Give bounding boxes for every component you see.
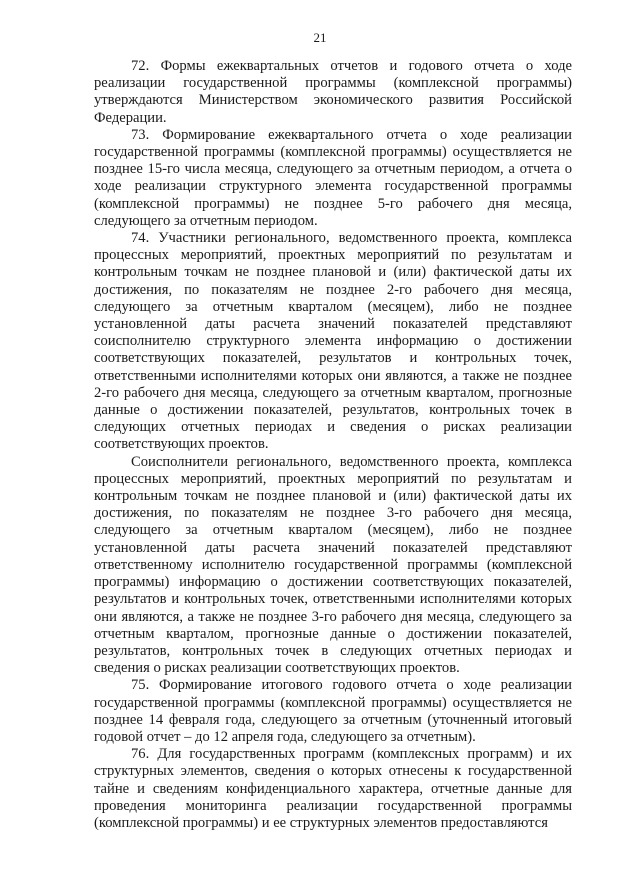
paragraph-74-continued: Соисполнители регионального, ведомственного проекта, комплекса процессных мероприятий, проектных мероприятий по результатам и контрольным точкам не позднее плановой и (или) фактической даты их достижения, по показателям не позднее 3-го рабочего дня месяца, следующего за отчетным кварталом (месяцем), либо не позднее установленной даты расчета значений показателей представляют ответственному исполнителю государственной программы (комплексной программы) информацию о достижении соответствующих показателей, результатов и контрольных точек, ответственными исполнителями которых они являются, а также не позднее 3-го рабочего дня месяца, следующего за отчетным кварталом, прогнозные данные о достижении показателей, результатов, контрольных точек в следующих отчетных периодах и сведения о рисках реализации соответствующих проектов.	[94, 453, 572, 677]
paragraph-74: 74. Участники регионального, ведомственного проекта, комплекса процессных мероприятий, проектных мероприятий по результатам и контрольным точкам не позднее плановой и (или) фактической даты их достижения, по показателям не позднее 2-го рабочего дня месяца, следующего за отчетным кварталом (месяцем), либо не позднее установленной даты расчета значений показателей представляют соисполнителю структурного элемента информацию о достижении соответствующих показателей, результатов и контрольных точек, ответственными исполнителями которых они являются, а также не позднее 2-го рабочего дня месяца, следующего за отчетным кварталом, прогнозные данные о достижении показателей, результатов, контрольных точек в следующих отчетных периодах и сведения о рисках реализации соответствующих проектов.	[94, 230, 572, 453]
paragraph-75: 75. Формирование итогового годового отчета о ходе реализации государственной программы (комплексной программы) осуществляется не позднее 14 февраля года, следующего за отчетным (уточненный итоговый годовой отчет – до 12 апреля года, следующего за отчетным).	[94, 677, 572, 745]
paragraph-76: 76. Для государственных программ (комплексных программ) и их структурных элементов, сведения о которых отнесены к государственной тайне и сведениям конфиденциального характера, отчетные данные для проведения мониторинга реализации государственной программы (комплексной программы) и ее структурных элементов предоставляются	[94, 746, 572, 831]
paragraph-72: 72. Формы ежеквартальных отчетов и годового отчета о ходе реализации государственной программы (комплексной программы) утверждаются Министерством экономического развития Российской Федерации.	[94, 58, 572, 126]
document-body	[94, 58, 572, 832]
paragraph-73: 73. Формирование ежеквартального отчета о ходе реализации государственной программы (комплексной программы) осуществляется не позднее 15-го числа месяца, следующего за отчетным периодом, а отчета о ходе реализации структурного элемента государственной программы (комплексной программы) не позднее 5-го рабочего дня месяца, следующего за отчетным периодом.	[94, 126, 572, 229]
page-number: 21	[313, 30, 327, 45]
